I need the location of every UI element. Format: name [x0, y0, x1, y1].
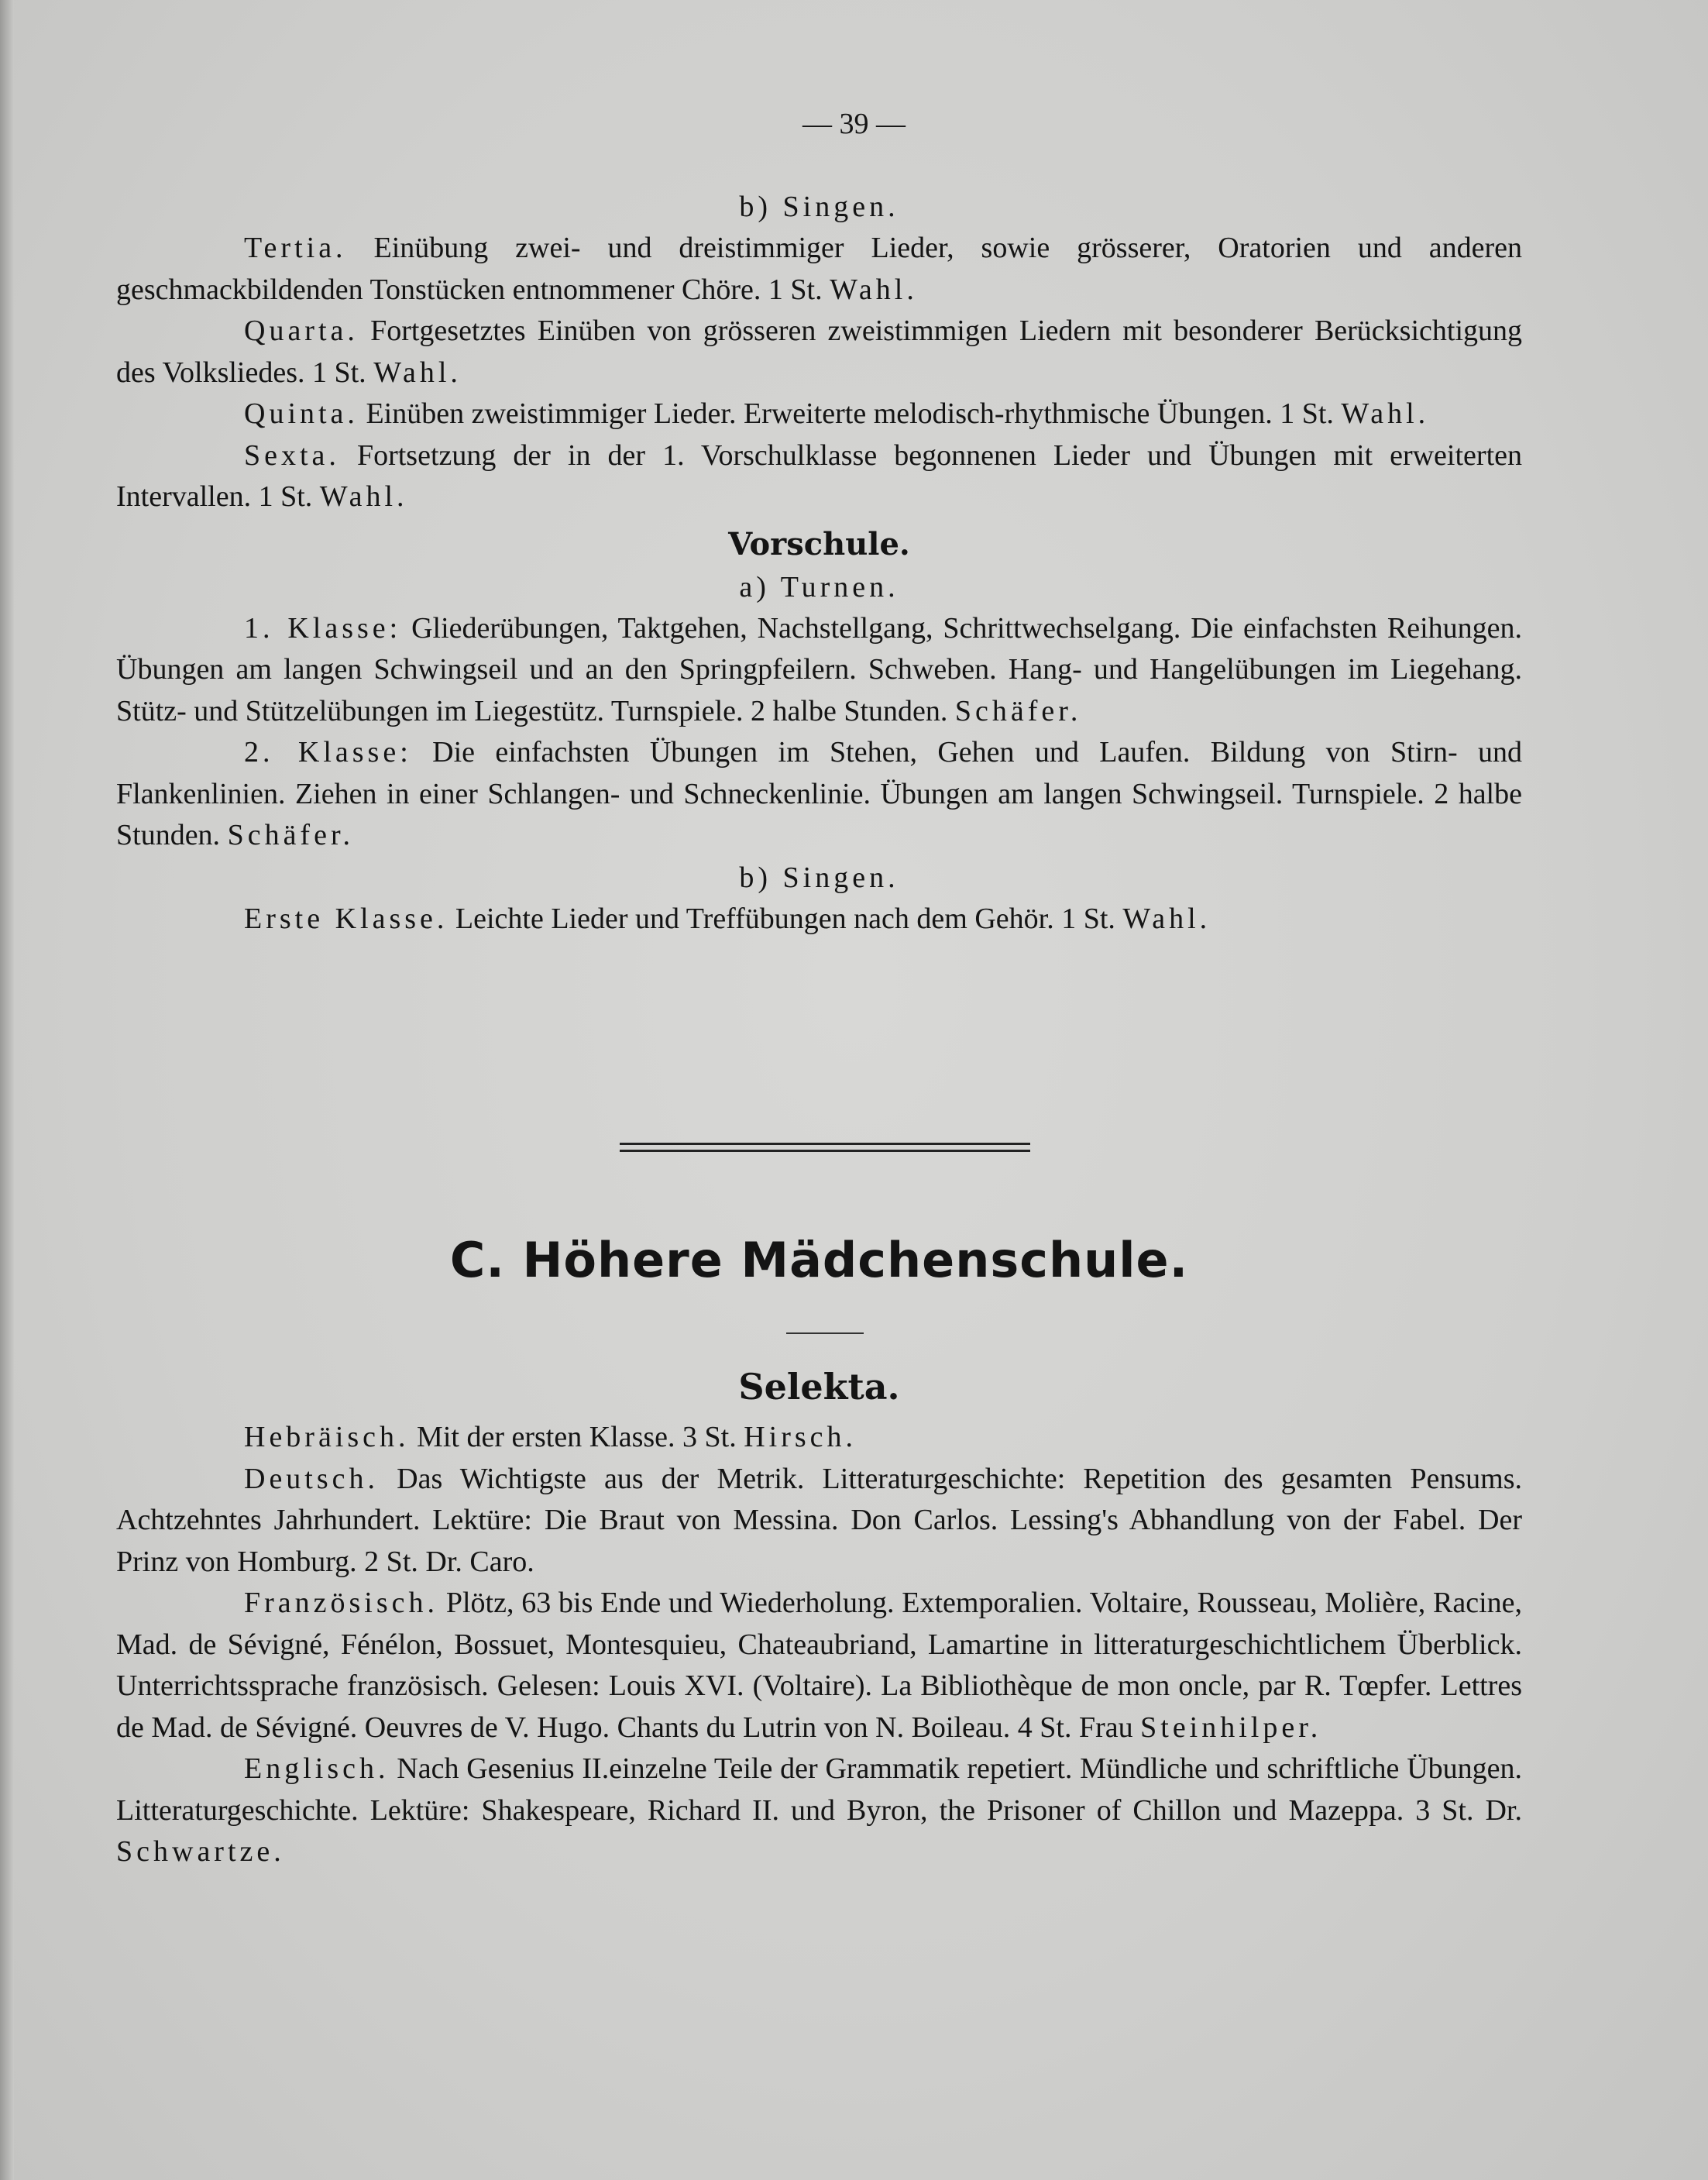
paragraph-text: Nach Gesenius II.einzelne Teile der Grammatik repetiert. Mündliche und schriftliche Übungen. Litteraturgeschichte. Lektüre: Shakespeare, Richard II. und Byron, the Prisoner of Chillon und Mazeppa. 3 St. Dr.	[116, 1752, 1522, 1827]
teacher-name: Wahl.	[830, 273, 918, 306]
paragraph-text: Einübung zwei- und dreistimmiger Lieder, sowie grösserer, Oratorien und anderen geschmackbildenden Tonstücken entnommener Chöre. 1 St.	[116, 232, 1522, 306]
paragraph-label: Sexta.	[244, 438, 340, 472]
paragraph-tertia	[116, 228, 1522, 311]
paragraph-klasse-2	[116, 732, 1522, 857]
paragraph-text: Gliederübungen, Taktgehen, Nachstellgang, Schrittwechselgang. Die einfachsten Reihungen. Übungen am langen Schwingseil und an den Springpfeilern. Schweben. Hang- und Hangelübungen im Liegehang. Stütz- und Stützelübungen im Liegestütz. Turnspiele. 2 halbe Stunden.	[116, 611, 1522, 727]
paragraph-label: 1. Klasse:	[244, 611, 402, 645]
paragraph-hebraeisch	[116, 1417, 1522, 1459]
paragraph-label: Französisch.	[244, 1587, 439, 1619]
teacher-name: Schwartze.	[116, 1835, 285, 1868]
paragraph-label: Tertia.	[244, 232, 347, 264]
paragraph-text: Mit der ersten Klasse. 3 St.	[409, 1421, 744, 1453]
paragraph-text: Das Wichtigste aus der Metrik. Litteraturgeschichte: Repetition des gesamten Pensums. Achtzehntes Jahrhundert. Lektüre: Die Braut von Messina. Don Carlos. Lessing's Abhandlung von der Fabel. Der Prinz von Homburg. 2 St. Dr. Caro.	[116, 1462, 1522, 1578]
paragraph-text: Plötz, 63 bis Ende und Wiederholung. Extemporalien. Voltaire, Rousseau, Molière, Racine, Mad. de Sévigné, Fénélon, Bossuet, Montesquieu, Chateaubriand, Lamartine in litteraturgeschichtlichem Überblick. Unterrichtssprache französisch. Gelesen: Louis XVI. (Voltaire). La Bibliothèque de mon oncle, par R. Tœpfer. Lettres de Mad. de Sévigné. Oeuvres de V. Hugo. Chants du Lutrin von N. Boileau. 4 St. Frau	[116, 1587, 1522, 1744]
teacher-name: Schäfer.	[227, 819, 355, 851]
singen-heading: b) Singen.	[739, 191, 899, 223]
section-c	[116, 1232, 1522, 1288]
short-divider-rule	[786, 1332, 864, 1334]
section-c-heading: C. Höhere Mädchenschule.	[449, 1232, 1189, 1288]
page-number: — 39 —	[802, 108, 906, 140]
paragraph-text: Fortgesetztes Einüben von grösseren zweistimmigen Liedern mit besonderer Berücksichtigung des Volksliedes. 1 St.	[116, 315, 1522, 389]
paragraph-label: Quinta.	[244, 397, 359, 430]
teacher-name: Hirsch.	[744, 1421, 857, 1453]
paragraph-label: Hebräisch.	[244, 1421, 410, 1453]
paragraph-franzoesisch	[116, 1583, 1522, 1748]
selekta-block	[116, 1360, 1522, 1873]
paragraph-sexta	[116, 435, 1522, 518]
paragraph-deutsch	[116, 1459, 1522, 1583]
teacher-name: Wahl.	[1341, 397, 1430, 430]
paragraph-englisch	[116, 1748, 1522, 1873]
paragraph-text: Die einfachsten Übungen im Stehen, Gehen und Laufen. Bildung von Stirn- und Flankenlinien. Ziehen in einer Schlangen- und Schneckenlinie. Übungen am langen Schwingseil. Turnspiele. 2 halbe Stunden.	[116, 736, 1522, 851]
teacher-name: Wahl.	[1122, 902, 1211, 935]
paragraph-klasse-1	[116, 608, 1522, 733]
singen-section	[116, 186, 1522, 940]
paragraph-text: Leichte Lieder und Treffübungen nach dem Gehör. 1 St.	[448, 902, 1123, 935]
teacher-name: Wahl.	[319, 480, 408, 513]
teacher-name: Schäfer.	[954, 694, 1082, 727]
paragraph-quinta	[116, 394, 1522, 435]
paragraph-text: Einüben zweistimmiger Lieder. Erweiterte melodisch-rhythmische Übungen. 1 St.	[358, 397, 1342, 430]
paragraph-text: Fortsetzung der in der 1. Vorschulklasse begonnenen Lieder und Übungen mit erweiterten Intervallen. 1 St.	[116, 438, 1522, 513]
vorschule-heading: Vorschule.	[728, 525, 910, 562]
paragraph-label: Quarta.	[244, 315, 359, 347]
section-divider-double-rule	[620, 1143, 1030, 1152]
paragraph-label: 2. Klasse:	[244, 736, 412, 769]
paragraph-quarta	[116, 311, 1522, 394]
paragraph-erste-klasse	[116, 899, 1522, 940]
paragraph-label: Deutsch.	[244, 1462, 380, 1495]
paragraph-label: Englisch.	[244, 1752, 390, 1785]
teacher-name: Steinhilper.	[1140, 1711, 1322, 1744]
turnen-heading: a) Turnen.	[739, 570, 899, 603]
teacher-name: Wahl.	[373, 356, 462, 389]
paragraph-label: Erste Klasse.	[244, 902, 448, 935]
vorschule-singen-heading: b) Singen.	[739, 861, 899, 894]
selekta-heading: Selekta.	[738, 1366, 900, 1408]
book-binding-edge	[0, 0, 14, 2180]
